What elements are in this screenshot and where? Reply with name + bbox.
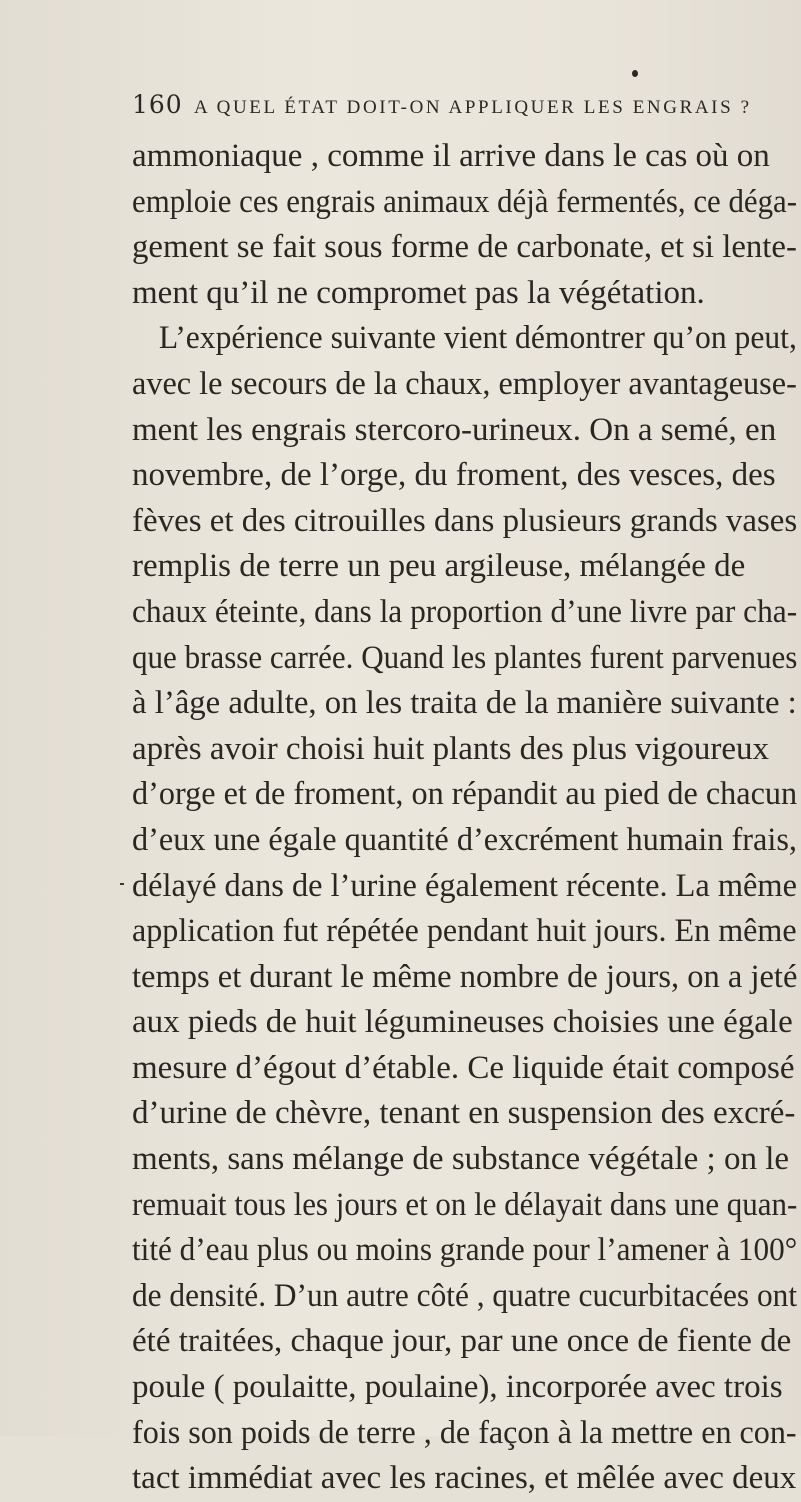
text-line: remuait tous les jours et on le délayait dans une quan- <box>132 1186 798 1223</box>
text-line: emploie ces engrais animaux déjà fermentés, ce déga- <box>132 183 797 220</box>
text-line: tact immédiat avec les racines, et mêlée avec deux <box>132 1460 797 1497</box>
body-text <box>132 134 801 1502</box>
text-line: de densité. D’un autre côté , quatre cucurbitacées ont <box>132 1277 798 1314</box>
text-line: L’expérience suivante vient démontrer qu’on peut, <box>158 320 797 357</box>
page-header <box>132 90 772 130</box>
text-line: tité d’eau plus ou moins grande pour l’amener à 100° <box>132 1232 798 1269</box>
text-line: à l’âge adulte, on les traita de la manière suivante : <box>132 685 797 722</box>
text-line: ment les engrais stercoro-urineux. On a semé, en <box>132 411 777 448</box>
text-line: novembre, de l’orge, du froment, des vesces, des <box>132 457 776 494</box>
text-line: ment qu’il ne compromet pas la végétation. <box>132 274 705 311</box>
text-line: d’eux une égale quantité d’excrément humain frais, <box>132 821 797 858</box>
text-line: avec le secours de la chaux, employer avantageuse- <box>132 365 797 402</box>
text-line: après avoir choisi huit plants des plus vigoureux <box>132 730 769 767</box>
text-line: mesure d’égout d’étable. Ce liquide était composé <box>132 1049 795 1086</box>
text-line: fèves et des citrouilles dans plusieurs grands vases <box>132 502 798 539</box>
text-line: temps et durant le même nombre de jours, on a jeté <box>132 958 798 995</box>
text-line: remplis de terre un peu argileuse, mélangée de <box>132 548 746 585</box>
text-line: ammoniaque , comme il arrive dans le cas où on <box>132 138 770 174</box>
text-line: poule ( poulaitte, poulaine), incorporée avec trois <box>132 1369 783 1406</box>
text-line: délayé dans de l’urine également récente. La même <box>132 867 797 904</box>
text-line: fois son poids de terre , de façon à la mettre en con- <box>132 1414 797 1451</box>
text-line: chaux éteinte, dans la proportion d’une livre par cha- <box>132 593 798 630</box>
text-line: été traitées, chaque jour, par une once de fiente de <box>132 1323 792 1360</box>
text-line: application fut répétée pendant huit jours. En même <box>132 913 797 950</box>
running-head: A QUEL ÉTAT DOIT-ON APPLIQUER LES ENGRAIS ? <box>194 97 752 118</box>
text-line: que brasse carrée. Quand les plantes furent parvenues <box>132 639 798 676</box>
text-line: d’urine de chèvre, tenant en suspension des excré- <box>132 1095 796 1132</box>
page-number: 160 <box>132 90 183 119</box>
ink-speck <box>632 70 638 77</box>
text-line: aux pieds de huit légumineuses choisies une égale <box>132 1004 793 1041</box>
text-line: d’orge et de froment, on répandit au pied de chacun <box>132 776 798 813</box>
margin-mark <box>120 883 124 885</box>
text-line: gement se fait sous forme de carbonate, et si lente- <box>132 229 797 266</box>
text-line: ments, sans mélange de substance végétale ; on le <box>132 1141 790 1178</box>
